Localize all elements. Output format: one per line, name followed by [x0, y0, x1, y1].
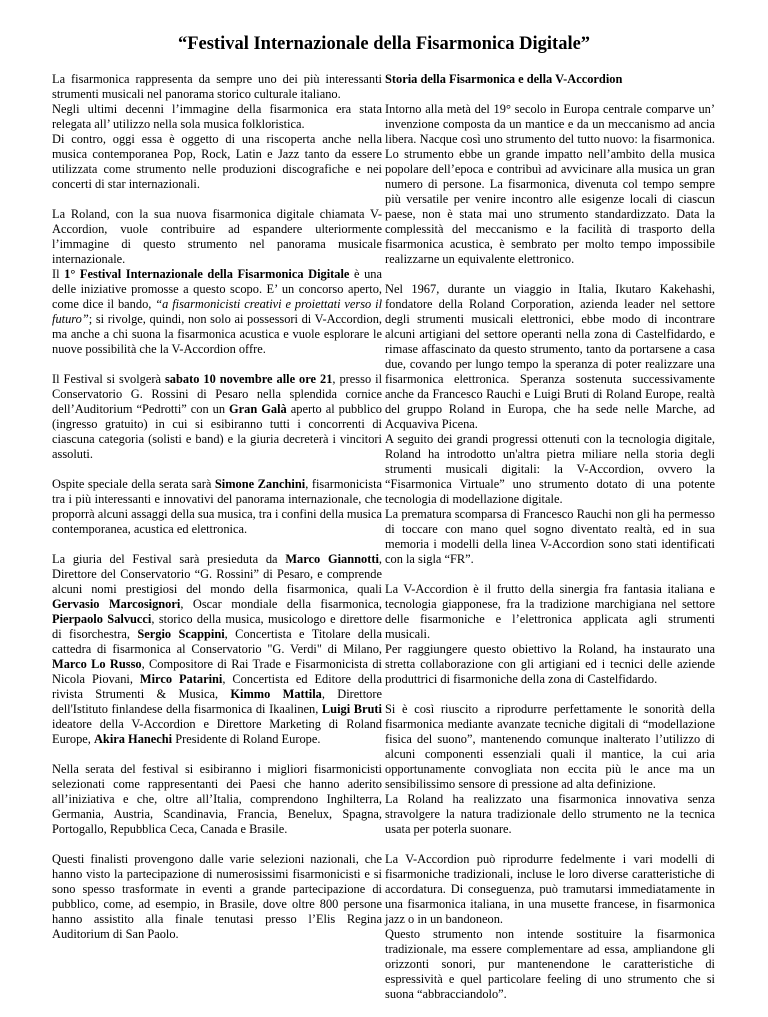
text: Ospite speciale della serata sarà [52, 477, 215, 491]
paragraph: Di contro, oggi essa è oggetto di una riscoperta anche nella musica contemporanea Pop, Rock, Latin e Jazz tanto da essere utilizzata come strumento nelle produzioni discografiche e nei concerti di star internazionali. [52, 132, 382, 191]
text: , Concertista ed Editore della rivista Strumenti & Musica, [52, 672, 382, 701]
paragraph: Questo strumento non intende sostituire la fisarmonica tradizionale, ma essere complementare ad essa, ampliandone gli orizzonti sonori, pur mantenendone le caratteristiche di espressività e quel particolare feeling di uno strumento che si suona “abbracciandolo”. [385, 927, 715, 1001]
jury-name: Akira Hanechi [93, 732, 173, 746]
paragraph: Nel 1967, durante un viaggio in Italia, Ikutaro Kakehashi, fondatore della Roland Corporation, azienda leader nel settore degli strumenti musicali elettronici, ebbe modo di incontrare alcuni artigiani del settore operanti nella zona di Castelfidardo, e rimase affascinato da questo strumento, tanto da portarsene a casa due, covando per lungo tempo la speranza di poter realizzare una fisarmonica elettronica. Speranza sostenuta successivamente anche da Francesco Rauchi e Luigi Bruti di Roland Europe, realtà del gruppo Roland in Europa, che ha sede nelle Marche, ad Acquaviva Picena. [385, 282, 715, 431]
paragraph [52, 552, 382, 747]
paragraph [52, 372, 382, 462]
section-heading: Storia della Fisarmonica e della V-Accordion [385, 72, 623, 86]
text: è una delle iniziative promosse a questo scopo. E’ un concorso aperto, come dice il bando, [52, 267, 382, 311]
festival-name: 1° Festival Internazionale della Fisarmonica Digitale [64, 267, 350, 281]
document-title: “Festival Internazionale della Fisarmonica Digitale” [177, 34, 591, 54]
paragraph: Nella serata del festival si esibiranno i migliori fisarmonicisti selezionati come rappresentanti dei Paesi che hanno aderito all’iniziativa e che, oltre all’Italia, comprendono Inghilterra, Germania, Austria, Scandinavia, Francia, Benelux, Spagna, Portogallo, Repubblica Ceca, Canada e Brasile. [52, 762, 382, 836]
right-column [385, 72, 715, 1017]
text: Il Festival si svolgerà [52, 372, 165, 386]
text: , Direttore del Conservatorio “G. Rossini” di Pesaro, e comprende alcuni nomi prestigiosi del mondo della fisarmonica, quali [52, 552, 383, 596]
paragraph: Si è così riuscito a riprodurre perfettamente le sonorità della fisarmonica mediante avanzate tecniche digitali di “modellazione fisica del suono”, mantenendo comunque inalterato l’utilizzo di alcuni componenti essenziali quali il mantice, la cui aria opportunamente convogliata non eccita più le ance ma un sensibilissimo sensore di pressione ad alta definizione. [385, 702, 715, 791]
paragraph: La V-Accordion può riprodurre fedelmente i vari modelli di fisarmoniche tradizionali, incluse le loro diverse caratteristiche di accordatura. Di conseguenza, può tramutarsi immediatamente in una fisarmonica italiana, in una musette francese, in fisarmonica jazz o in un bandoneon. [385, 852, 715, 926]
event-date: sabato 10 novembre alle ore 21 [164, 372, 333, 386]
event-name: Gran Galà [229, 402, 287, 416]
jury-name: Sergio Scappini [137, 627, 225, 641]
text: aperto al pubblico (ingresso gratuito) in cui si esibiranno tutti i concorrenti di ciascuna categoria (solisti e band) e la giuria decreterà i vincitori assoluti. [52, 402, 383, 461]
text: , Concertista e Titolare della cattedra di fisarmonica al Conservatorio "G. Verdi" di Milano, [52, 627, 383, 656]
paragraph: Negli ultimi decenni l’immagine della fisarmonica era stata relegata all’ utilizzo nella sola musica folkloristica. [52, 102, 382, 131]
paragraph: Questi finalisti provengono dalle varie selezioni nazionali, che hanno visto la partecipazione di numerosissimi fisarmonicisti e si sono spesso trasformate in eventi a grande partecipazione di pubblico, come, ad esempio, in Brasile, dove oltre 800 persone hanno assistito alla finale tenutasi presso l’Elis Regina Auditorium di San Paolo. [52, 852, 382, 941]
left-column [52, 72, 382, 957]
text: Il [52, 267, 65, 281]
text: La giuria del Festival sarà presieduta da [52, 552, 286, 566]
paragraph [52, 267, 382, 357]
quote: “a fisarmonicisti creativi e proiettati verso il futuro” [52, 297, 383, 326]
text: , Oscar mondiale della fisarmonica, [180, 597, 383, 611]
jury-name: Mirco Patarini [139, 672, 223, 686]
jury-name: Marco Lo Russo [52, 657, 142, 671]
paragraph: Intorno alla metà del 19° secolo in Europa centrale comparve un’ invenzione composta da un mantice e da un meccanismo ad ancia libera. Nacque così uno strumento del tutto nuovo: la fisarmonica. Lo strumento ebbe un grande impatto nell’ambito della musica popolare dell’epoca e contribuì ad avvicinare alla musica un gran numero di persone. La fisarmonica, divenuta col tempo sempre più versatile per venire incontro alle esigenze locali di ciascun paese, non è stata mai uno strumento standardizzato. Data la complessità del meccanismo e la facilità di trasporto della fisarmonica acustica, è sembrato per molto tempo impossibile realizzarne un equivalente elettronico. [385, 102, 715, 266]
jury-name: Marco Giannotti [285, 552, 379, 566]
paragraph: La Roland ha realizzato una fisarmonica innovativa senza stravolgere la natura tradizionale dello strumento ne la tecnica usata per poterla suonare. [385, 792, 715, 836]
text: , Direttore dell'Istituto finlandese della fisarmonica di Ikaalinen, [52, 687, 382, 716]
text: Presidente di Roland Europe. [172, 732, 321, 746]
paragraph [52, 477, 382, 537]
text: , Compositore di Rai Trade e Fisarmonicista di Nicola Piovani, [52, 657, 382, 686]
paragraph: La Roland, con la sua nuova fisarmonica digitale chiamata V-Accordion, vuole contribuire ad espandere ulteriormente l’immagine di questo strumento nel panorama musicale internazionale. [52, 207, 382, 266]
text: , fisarmonicista tra i più interessanti e innovativi del panorama internazionale, che proporrà alcuni assaggi della sua musica, tra i confini della musica contemporanea, acustica ed elettronica. [52, 477, 383, 536]
paragraph: La fisarmonica rappresenta da sempre uno dei più interessanti strumenti musicali nel panorama storico culturale italiano. [52, 72, 382, 101]
jury-name: Pierpaolo Salvucci [52, 612, 152, 626]
text: ideatore della V-Accordion e Direttore Marketing di Roland Europe, [52, 717, 382, 746]
jury-name: Kimmo Mattila [230, 687, 322, 701]
jury-name: Gervasio Marcosignori [52, 597, 181, 611]
paragraph: Per raggiungere questo obiettivo la Roland, ha instaurato una stretta collaborazione con gli artigiani ed i tecnici delle aziende produttrici di fisarmoniche della zona di Castelfidardo. [385, 642, 715, 686]
jury-name: Luigi Bruti [321, 702, 382, 716]
text: ; si rivolge, quindi, non solo ai possessori di V-Accordion, ma anche a chi suona la fisarmonica acustica e vuole esplorare le nuove possibilità che la V-Accordion offre. [52, 312, 382, 356]
guest-name: Simone Zanchini [214, 477, 306, 491]
paragraph: La V-Accordion è il frutto della sinergia fra fantasia italiana e tecnologia giapponese, fra la tradizione marchigiana nel settore delle fisarmoniche e l’elettronica applicata agli strumenti musicali. [385, 582, 715, 641]
paragraph: A seguito dei grandi progressi ottenuti con la tecnologia digitale, Roland ha introdotto un'altra pietra miliare nella storia degli strumenti musicali digitali: la V-Accordion, ovvero la “Fisarmonica Virtuale” uno strumento dotato di una potente tecnologia di modellazione digitale. [385, 432, 715, 506]
text: , presso il Conservatorio G. Rossini di Pesaro nella splendida cornice dell’Auditorium “Pedrotti” con un [52, 372, 383, 416]
text: , storico della musica, musicologo e direttore di fisorchestra, [52, 612, 382, 641]
paragraph: La prematura scomparsa di Francesco Rauchi non gli ha permesso di toccare con mano quel sogno diventato realtà, ed in sua memoria i modelli della linea V-Accordion sono stati identificati con la sigla “FR”. [385, 507, 715, 566]
